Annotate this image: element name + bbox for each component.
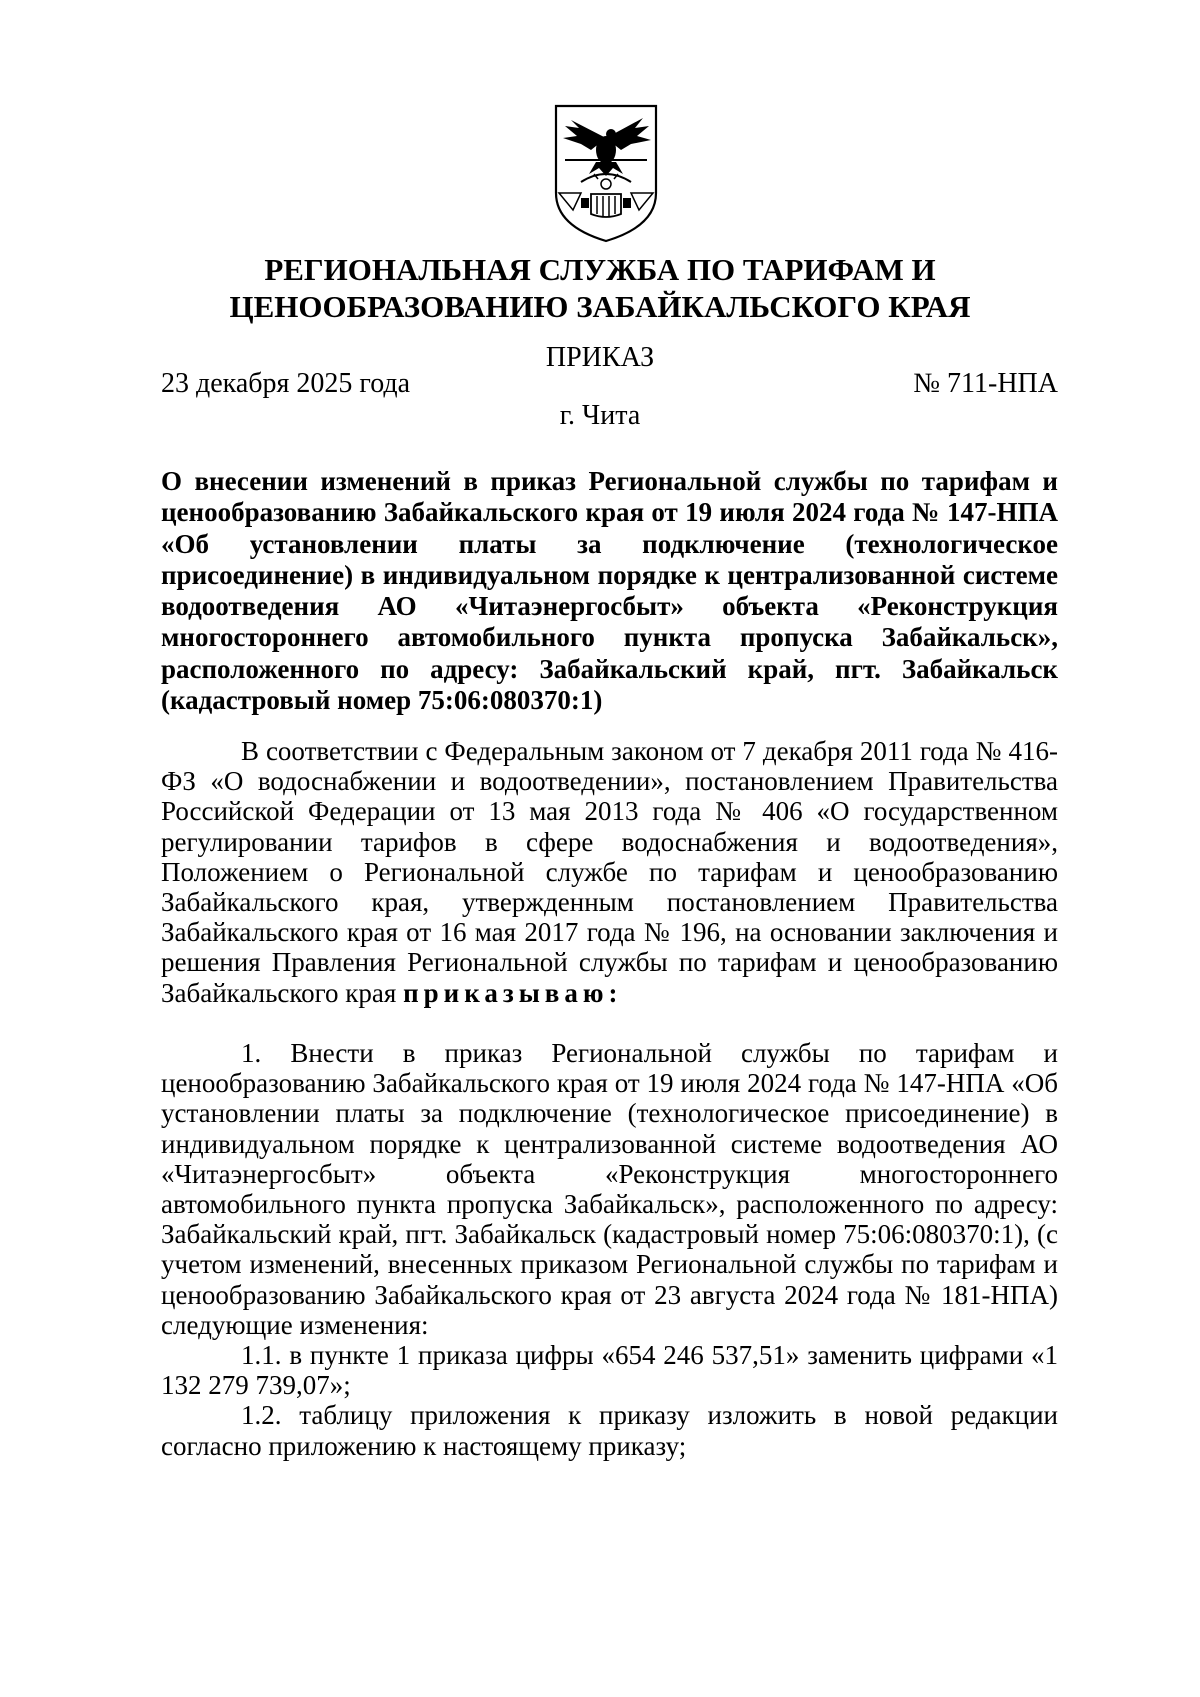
order-keyword: приказываю: [403,977,623,1008]
order-item-1: 1. Внести в приказ Региональной службы по тарифам и ценообразованию Забайкальского края от 19 июля 2024 года № 147-НПА «Об установлении платы за подключение (технологическое присоединение) в индивидуальном порядке к централизованной системе водоотведения АО «Читаэнергосбыт» объекта «Реконструкция многостороннего автомобильного пункта пропуска Забайкальск», расположенного по адресу: Забайкальский край, пгт. Забайкальск (кадастровый номер 75:06:080370:1), (с учетом изменений, внесенных приказом Региональной службы по тарифам и ценообразованию Забайкальского края от 23 августа 2024 года № 181-НПА) следующие изменения: [161,1038,1058,1340]
preamble-paragraph [161,736,1058,1008]
organization-title [150,251,1050,325]
document-number: № 711-НПА [913,368,1058,399]
preamble-text: В соответствии с Федеральным законом от 7 декабря 2011 года № 416-ФЗ «О водоснабжении и водоотведении», постановлением Правительства Российской Федерации от 13 мая 2013 года № 406 «О государственном регулировании тарифов в сфере водоснабжения и водоотведения», Положением о Региональной службе по тарифам и ценообразованию Забайкальского края, утвержденным постановлением Правительства Забайкальского края от 16 мая 2017 года № 196, на основании заключения и решения Правления Региональной службы по тарифам и ценообразованию Забайкальского края [161,736,1058,1008]
organization-title-line-2: ЦЕНООБРАЗОВАНИЮ ЗАБАЙКАЛЬСКОГО КРАЯ [229,289,971,324]
order-item-1-1: 1.1. в пункте 1 приказа цифры «654 246 537,51» заменить цифрами «1 132 279 739,07»; [161,1340,1058,1401]
coat-of-arms-emblem [551,98,661,244]
document-city: г. Чита [559,400,641,431]
organization-title-line-1: РЕГИОНАЛЬНАЯ СЛУЖБА ПО ТАРИФАМ И [264,252,936,287]
document-type: ПРИКАЗ [545,342,655,373]
document-subject: О внесении изменений в приказ Региональной службы по тарифам и ценообразованию Забайкальского края от 19 июля 2024 года № 147-НПА «Об установлении платы за подключение (технологическое присоединение) в индивидуальном порядке к централизованной системе водоотведения АО «Читаэнергосбыт» объекта «Реконструкция многостороннего автомобильного пункта пропуска Забайкальск», расположенного по адресу: Забайкальский край, пгт. Забайкальск (кадастровый номер 75:06:080370:1) [161,466,1058,716]
document-date: 23 декабря 2025 года [161,368,411,399]
preamble [161,736,1058,1008]
order-item-1-2: 1.2. таблицу приложения к приказу изложить в новой редакции согласно приложению к настоящему приказу; [161,1400,1058,1461]
order-items [161,1038,1058,1461]
